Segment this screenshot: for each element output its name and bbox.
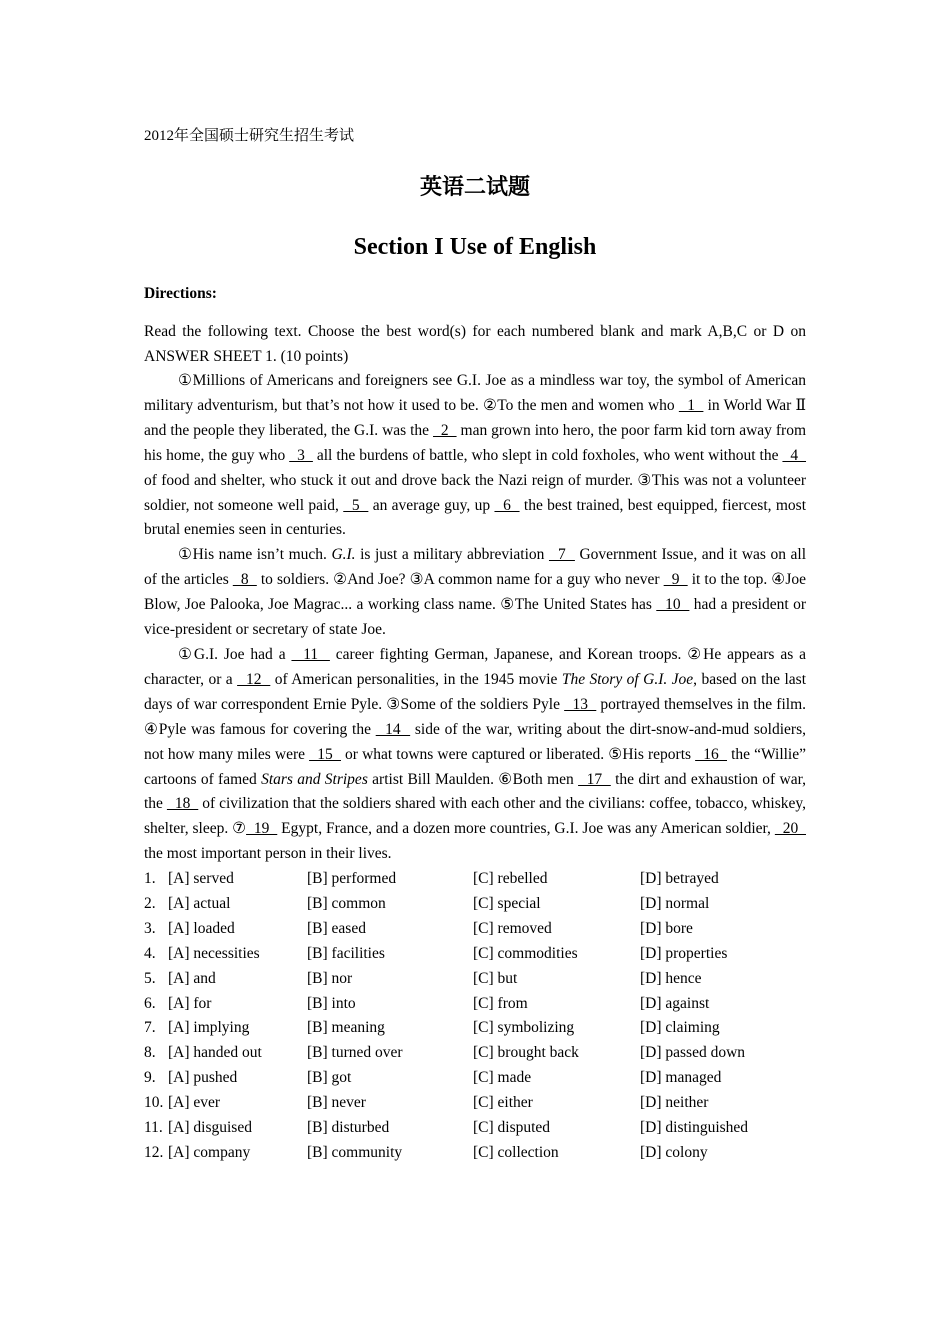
numbered-blank: 12 (237, 670, 271, 688)
exam-header: 2012年全国硕士研究生招生考试 (144, 128, 355, 144)
numbered-blank: 5 (343, 496, 369, 514)
option-d: [D] distinguished (640, 1119, 749, 1137)
option-a: [A] and (168, 969, 216, 987)
option-c: [C] disputed (473, 1119, 551, 1137)
option-row (144, 1016, 806, 1041)
numbered-blank: 20 (774, 820, 806, 838)
question-number: 3. (144, 919, 156, 937)
italic-title: G.I. (331, 546, 356, 564)
option-row (144, 917, 806, 942)
option-c: [C] made (473, 1069, 532, 1087)
option-d: [D] hence (640, 969, 702, 987)
option-d: [D] against (640, 994, 710, 1012)
numbered-blank: 6 (494, 496, 520, 514)
passage-text: side of the war, writing about the dirt-snow-and-mud soldiers, not how many miles were (144, 720, 806, 763)
passage-text: an average guy, up (368, 496, 495, 514)
option-a: [A] implying (168, 1019, 250, 1037)
passage-text: or what towns were captured or liberated. ⑤His reports (340, 745, 696, 763)
option-d: [D] colony (640, 1143, 708, 1161)
numbered-blank: 3 (289, 446, 313, 464)
option-row (144, 967, 806, 992)
passage-text: is just a military abbreviation (355, 546, 549, 564)
option-c: [C] special (473, 895, 541, 913)
passage-text: artist Bill Maulden. ⑥Both men (367, 770, 579, 788)
option-b: [B] disturbed (307, 1119, 390, 1137)
passage-paragraph (144, 369, 806, 543)
option-a: [A] served (168, 870, 234, 888)
option-a: [A] pushed (168, 1069, 238, 1087)
question-number: 9. (144, 1069, 156, 1087)
numbered-blank: 13 (564, 695, 597, 713)
option-b: [B] nor (307, 969, 353, 987)
numbered-blank: 9 (663, 571, 688, 589)
option-b: [B] never (307, 1094, 366, 1112)
section-title: Section I Use of English (353, 234, 597, 260)
question-number: 6. (144, 994, 156, 1012)
option-d: [D] properties (640, 944, 728, 962)
passage-text: , based on the last days of war correspondent Ernie Pyle. ③Some of the soldiers Pyle (144, 670, 806, 713)
option-row (144, 942, 806, 967)
option-c: [C] collection (473, 1143, 559, 1161)
directions-label: Directions: (144, 285, 217, 302)
passage-text: it to the top. ④Joe Blow, Joe Palooka, Joe Magrac... a working class name. ⑤The United States has (144, 571, 807, 614)
passage (144, 369, 806, 867)
option-a: [A] handed out (168, 1044, 262, 1062)
option-b: [B] performed (307, 870, 397, 888)
italic-title: Stars and Stripes (261, 770, 368, 788)
passage-text: Government Issue, and it was on all of the articles (144, 546, 807, 589)
option-b: [B] turned over (307, 1044, 403, 1062)
option-b: [B] got (307, 1069, 352, 1087)
italic-title: The Story of G.I. Joe (561, 670, 694, 688)
option-c: [C] from (473, 994, 528, 1012)
option-b: [B] community (307, 1143, 403, 1161)
question-number: 8. (144, 1044, 156, 1062)
question-number: 7. (144, 1019, 156, 1037)
option-a: [A] ever (168, 1094, 221, 1112)
exam-page (144, 120, 806, 1166)
option-a: [A] company (168, 1143, 251, 1161)
option-row (144, 867, 806, 892)
numbered-blank: 17 (578, 770, 611, 788)
option-row (144, 1116, 806, 1141)
question-number: 11. (144, 1119, 163, 1137)
passage-text: ①G.I. Joe had a (178, 645, 292, 663)
directions-text: Read the following text. Choose the best word(s) for each numbered blank and mark A,B,C or D on ANSWER SHEET 1. (10 points) (144, 323, 806, 365)
numbered-blank: 7 (548, 546, 575, 564)
option-c: [C] rebelled (473, 870, 548, 888)
option-d: [D] claiming (640, 1019, 720, 1037)
passage-text: the most important person in their lives. (144, 845, 392, 863)
passage-text: the best trained, best equipped, fiercest, most brutal enemies seen in centuries. (144, 496, 807, 539)
passage-text: of civilization that the soldiers shared with each other and the civilians: coffee, tobacco, whiskey, shelter, sleep. ⑦ (144, 795, 807, 838)
passage-text: ①His name isn’t much. (178, 546, 332, 564)
option-c: [C] brought back (473, 1044, 579, 1062)
option-d: [D] betrayed (640, 870, 719, 888)
option-b: [B] meaning (307, 1019, 385, 1037)
passage-paragraph (144, 543, 806, 643)
option-d: [D] normal (640, 895, 710, 913)
option-b: [B] common (307, 895, 386, 913)
option-row (144, 1091, 806, 1116)
passage-text: Egypt, France, and a dozen more countries, G.I. Joe was any American soldier, (277, 820, 775, 838)
answer-options (144, 867, 806, 1166)
option-c: [C] commodities (473, 944, 578, 962)
numbered-blank: 2 (433, 421, 457, 439)
option-c: [C] either (473, 1094, 533, 1112)
numbered-blank: 1 (678, 396, 704, 414)
numbered-blank: 10 (656, 596, 690, 614)
option-c: [C] but (473, 969, 518, 987)
option-c: [C] removed (473, 919, 552, 937)
question-number: 2. (144, 895, 156, 913)
passage-text: ①Millions of Americans and foreigners see G.I. Joe as a mindless war toy, the symbol of American military adventurism, but that’s not how it used to be. ②To the men and women who (144, 372, 806, 414)
question-number: 12. (144, 1143, 164, 1161)
numbered-blank: 18 (166, 795, 199, 813)
passage-text: man grown into hero, the poor farm kid torn away from his home, the guy who (144, 421, 807, 464)
passage-text: to soldiers. ②And Joe? ③A common name for a guy who never (256, 571, 664, 589)
numbered-blank: 15 (309, 745, 341, 763)
passage-text: career fighting German, Japanese, and Korean troops. ②He appears as a character, or a (144, 645, 806, 688)
option-row (144, 1141, 806, 1166)
option-c: [C] symbolizing (473, 1019, 575, 1037)
option-a: [A] loaded (168, 919, 235, 937)
page-title: 英语二试题 (419, 175, 530, 200)
passage-text: of American personalities, in the 1945 movie (270, 670, 562, 688)
option-row (144, 892, 806, 917)
option-a: [A] for (168, 994, 212, 1012)
numbered-blank: 4 (782, 446, 807, 464)
option-a: [A] necessities (168, 944, 260, 962)
numbered-blank: 19 (246, 820, 278, 838)
option-b: [B] eased (307, 919, 366, 937)
passage-text: in World War Ⅱ and the people they liberated, the G.I. was the (144, 396, 807, 439)
numbered-blank: 11 (291, 645, 330, 663)
numbered-blank: 14 (375, 720, 411, 738)
passage-text: all the burdens of battle, who slept in cold foxholes, who went without the (312, 446, 783, 464)
passage-text: portrayed themselves in the film. ④Pyle was famous for covering the (144, 695, 807, 738)
option-row (144, 992, 806, 1017)
passage-paragraph (144, 643, 806, 867)
option-b: [B] into (307, 994, 356, 1012)
option-row (144, 1066, 806, 1091)
option-d: [D] bore (640, 919, 693, 937)
passage-text: the “Willie” cartoons of famed (144, 745, 806, 788)
numbered-blank: 16 (695, 745, 727, 763)
option-d: [D] passed down (640, 1044, 746, 1062)
numbered-blank: 8 (232, 571, 257, 589)
question-number: 10. (144, 1094, 164, 1112)
passage-text: of food and shelter, who stuck it out and drove back the Nazi reign of murder. ③This was not a volunteer soldier, not someone well paid, (144, 471, 806, 514)
option-d: [D] neither (640, 1094, 709, 1112)
option-row (144, 1041, 806, 1066)
question-number: 4. (144, 944, 156, 962)
option-b: [B] facilities (307, 944, 385, 962)
option-a: [A] actual (168, 895, 231, 913)
option-d: [D] managed (640, 1069, 722, 1087)
passage-text: the dirt and exhaustion of war, the (144, 770, 806, 813)
option-a: [A] disguised (168, 1119, 252, 1137)
question-number: 5. (144, 969, 156, 987)
question-number: 1. (144, 870, 156, 888)
passage-text: had a president or vice-president or secretary of state Joe. (144, 596, 806, 639)
